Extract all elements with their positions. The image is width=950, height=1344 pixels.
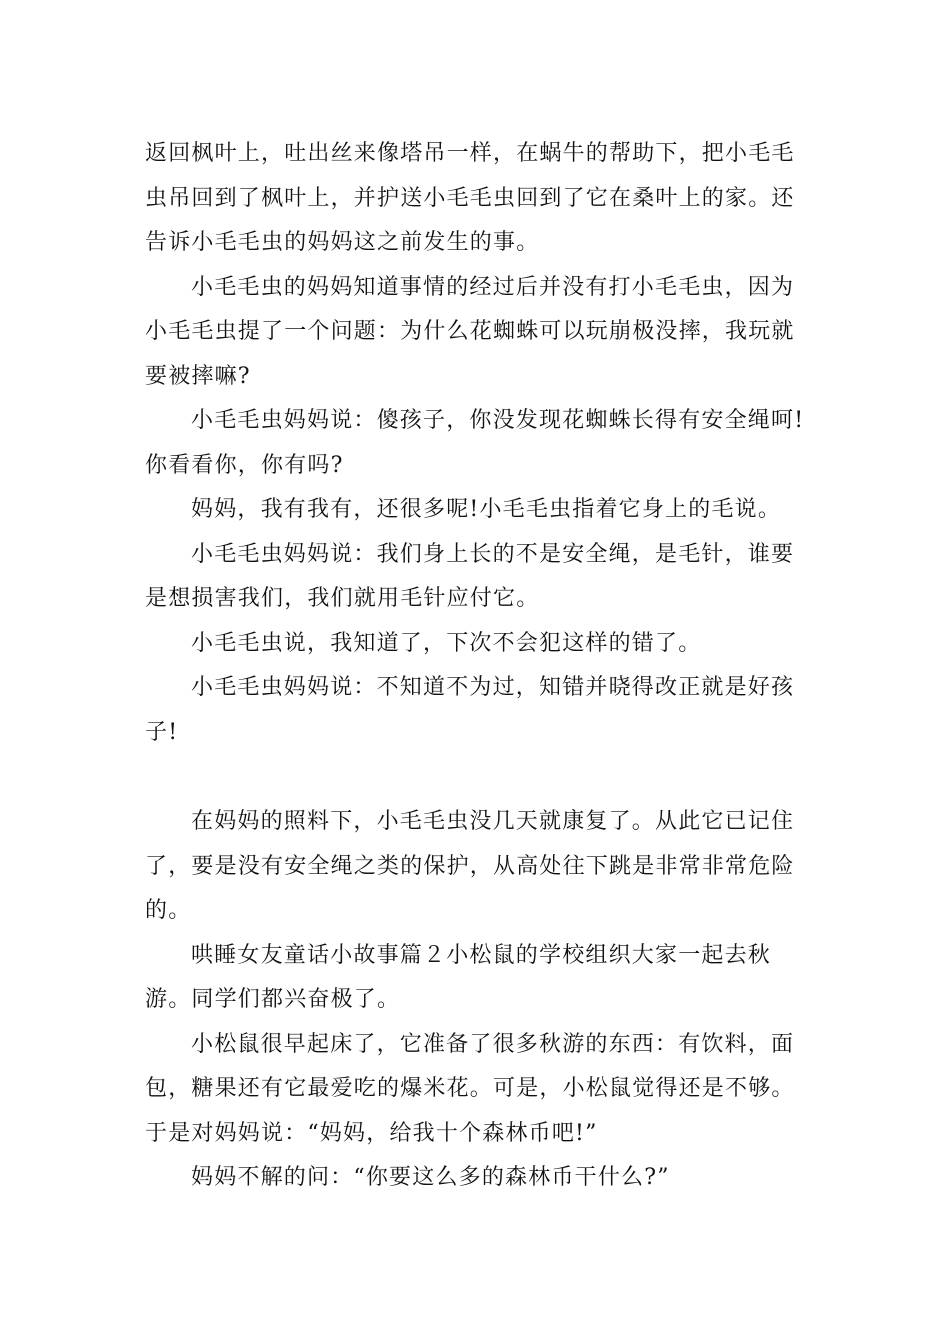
paragraph-7: 小毛毛虫妈妈说：不知道不为过，知错并晓得改正就是好孩子! xyxy=(145,675,795,745)
paragraph-6: 小毛毛虫说，我知道了，下次不会犯这样的错了。 xyxy=(191,630,702,656)
paragraph-11: 妈妈不解的问：“你要这么多的森林币干什么?” xyxy=(191,1165,670,1190)
story-text-block xyxy=(145,132,815,1201)
paragraph-2: 小毛毛虫的妈妈知道事情的经过后并没有打小毛毛虫，因为小毛毛虫提了一个问题：为什么花蜘蛛可以玩崩极没摔，我玩就要被摔嘛? xyxy=(145,274,795,389)
paragraph-3: 小毛毛虫妈妈说：傻孩子，你没发现花蜘蛛长得有安全绳呵!你看看你，你有吗? xyxy=(145,408,805,478)
paragraph-9: 哄睡女友童话小故事篇２小松鼠的学校组织大家一起去秋游。同学们都兴奋极了。 xyxy=(145,942,772,1012)
paragraph-5: 小毛毛虫妈妈说：我们身上长的不是安全绳，是毛针，谁要是想损害我们，我们就用毛针应付它。 xyxy=(145,541,795,611)
paragraph-gap xyxy=(145,755,815,800)
paragraph-10: 小松鼠很早起床了，它准备了很多秋游的东西：有饮料，面包，糖果还有它最爱吃的爆米花。可是，小松鼠觉得还是不够。于是对妈妈说：“妈妈，给我十个森林币吧!” xyxy=(145,1031,795,1146)
paragraph-1: 返回枫叶上，吐出丝来像塔吊一样，在蜗牛的帮助下，把小毛毛虫吊回到了枫叶上，并护送小毛毛虫回到了它在桑叶上的家。还告诉小毛毛虫的妈妈这之前发生的事。 xyxy=(145,141,795,255)
paragraph-4: 妈妈，我有我有，还很多呢!小毛毛虫指着它身上的毛说。 xyxy=(191,497,782,522)
paragraph-8: 在妈妈的照料下，小毛毛虫没几天就康复了。从此它已记住了，要是没有安全绳之类的保护，从高处往下跳是非常非常危险的。 xyxy=(145,809,795,923)
